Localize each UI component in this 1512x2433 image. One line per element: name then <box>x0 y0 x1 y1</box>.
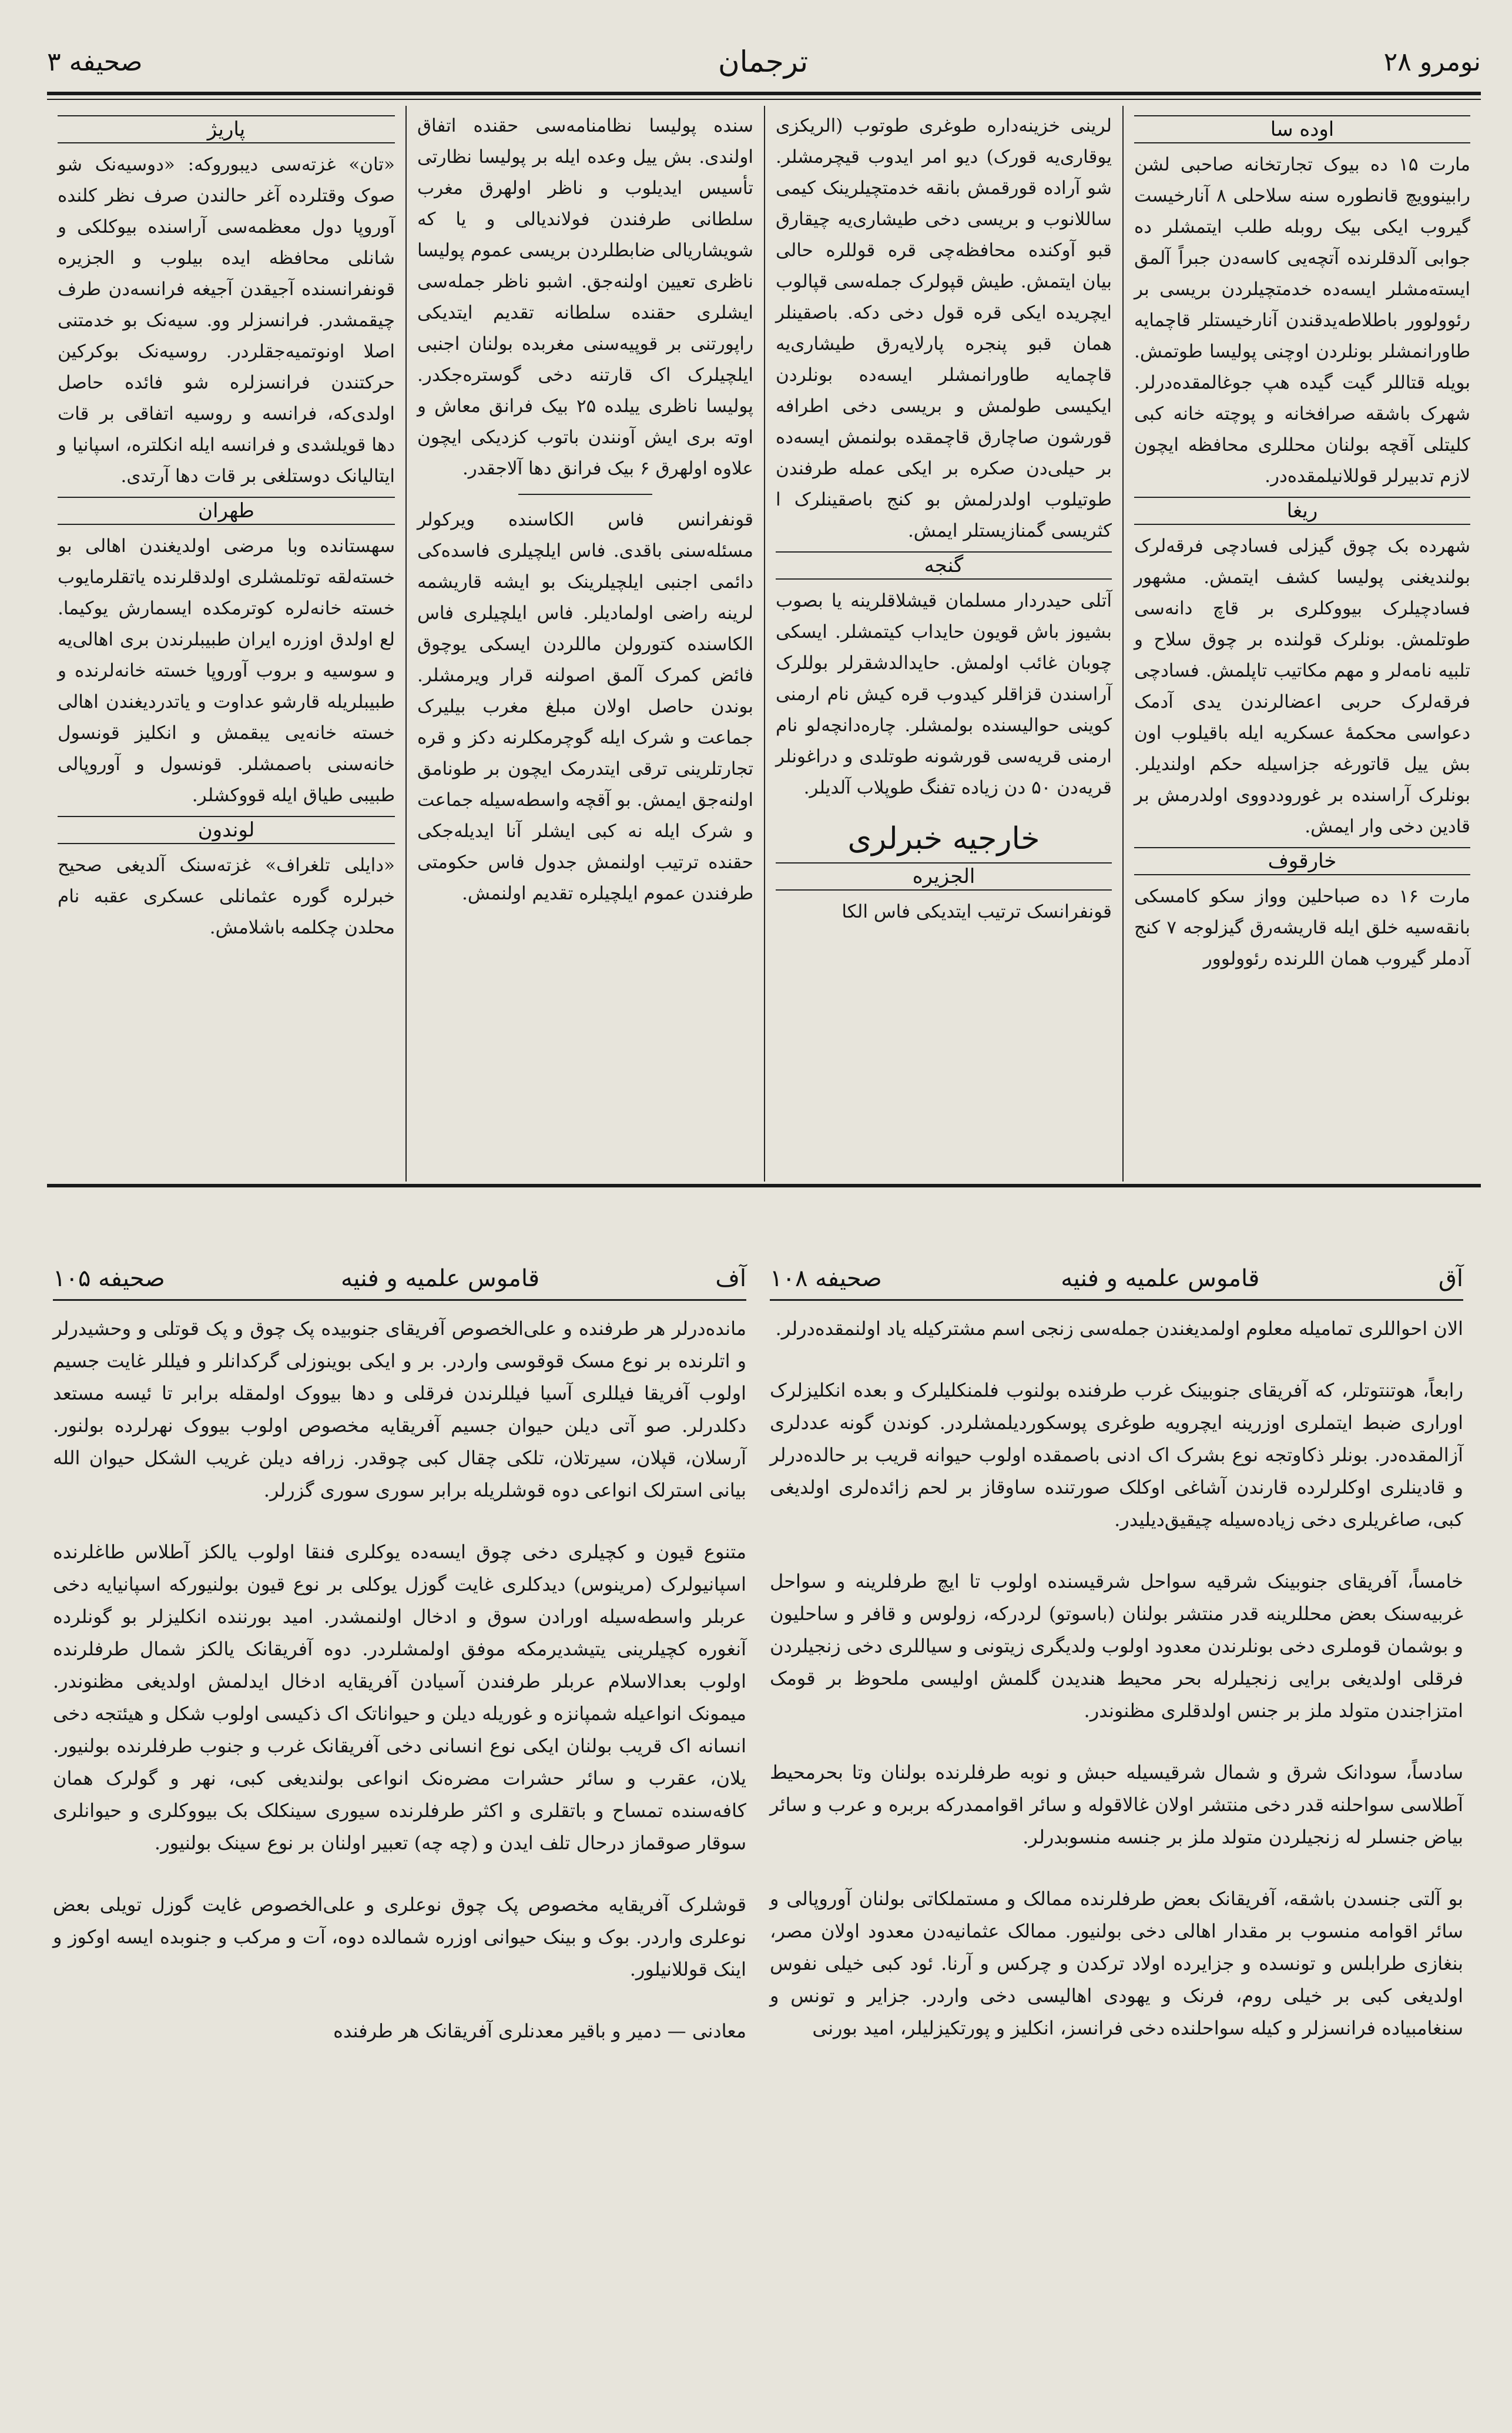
masthead-rule-thin <box>47 99 1481 100</box>
section <box>776 551 1112 804</box>
dictionary-body <box>770 1301 1463 2044</box>
headword: آف <box>715 1265 746 1292</box>
paragraph: متنوع قیون و کچیلری دخی چوق ایسه‌ده یوکلری فنقا اولوب یالکز آطلاس طاغلرنده اسپانیولرک (مرینوس) دیدکلری غایت گوزل یوکلی بر نوع قیون بولنیورکه اسپانیایه دخی عربلر واسطه‌سیله اورادن سوق و ادخال اولنمشدر. امید بورننده انکلیزلر بو گونلرده آنغوره کچیلرینی یتیشدیرمکه موفق اولمشلردر. دوه آفریقانک یالکز شمال طرفلرنده اولوب بعدالاسلام عربلر طرفندن آسیادن آفریقایه ادخال ایدلمش اولدیغی مظنوندر. میمونک انواعیله شمپانزه و غوریله دیلن و حیواناتک اک ذکیسی اولوب شکل و هیئتجه دخی انسانه اک قریب بولنان ایکی نوع انسانی دخی آفریقانک غرب و جنوب طرفلرنده بولنیور. یلان، عقرب و سائر حشرات مضره‌نک انواعی بولندیغی کبی، نهر و گولرک همان کافه‌سنده تمساح و باتقلری و اکثر طرفلرنده سیوری سینکلک بک بیووکلری و حیوانلری سوقار صوقماز درحال تلف ایدن و (چه چه) تعبیر اولنان بر نوع سینک بولنیور. <box>53 1541 747 1854</box>
section <box>1134 115 1470 492</box>
section <box>417 111 753 484</box>
paragraph: سادساً، سودانک شرق و شمال شرقیسیله حبش و نوبه طرفلرنده بولنان وتا بحرمحیط آطلاسی سواحلنه قدر دخی منتشر اولان غالاقوله و سائر اقواممدرکه بربره و عرب و سائر بیاض جنسلر له زنجیلردن متولد ملز بر جنسه منسوبدرلر. <box>770 1761 1463 1848</box>
dictionary-body <box>53 1301 746 2047</box>
page-number: صحیفه ۳ <box>47 46 143 77</box>
paragraph: الان احواللری تمامیله معلوم اولمدیغندن جمله‌سی زنجی اسم مشترکیله یاد اولنمقده‌درلر. <box>775 1317 1463 1340</box>
section <box>776 820 1112 858</box>
issue-number: نومرو ۲۸ <box>1383 46 1481 77</box>
column-4 <box>47 106 405 1182</box>
paragraph: بو آلتی جنسدن باشقه، آفریقانک بعض طرفلرنده ممالک و مستملکاتی بولنان آوروپالی و سائر اقوامه منسوب بر مقدار اهالی دخی بولنیور. ممالک عثمانیه‌دن معدود اولان مصر، بنغازی طرابلس و تونسده و جزایرده اولاد ترکدن و چرکس و آرنا. ئود کبی خیلی نفوس اولدیغی کبی بر خیلی روم، فرنک و یهودی اهالیسی دخی واردر. جزایر و تونس و سنغامبیاده فرانسزلر و کیله سواحلنده دخی فرانسز، انکلیز و پورتکیزلیلر، امید بورنی <box>770 1888 1464 2039</box>
section-title: اوده سا <box>1134 115 1470 143</box>
section <box>1134 497 1470 842</box>
section-title: خارقوف <box>1134 847 1470 875</box>
paragraph: خامساً، آفریقای جنوبینک شرقیه سواحل شرقیسنده اولوب تا ایچ طرفلرینه و سواحل غربیه‌سنک بعض محللرینه قدر منتشر بولنان (باسوتو) لردرکه، زولوس و قافر و ساحلیون و بوشمان قوملری دخی بونلرندن معدود اولوب ولدیگری زیتونی و سیاللری دخی زنجیلردن فرقلی اولدیغی برایی زنجیلرله بحر محیط هندیدن گلمش اولیسی ملحوظ بر قومک امتزاجندن متولد ملز بر جنس اولدقلری مظنوندر. <box>770 1570 1463 1722</box>
section-title: لوندون <box>58 816 395 844</box>
section-divider <box>518 494 653 495</box>
column-2 <box>764 106 1122 1182</box>
section-heading-large: خارجیه خبرلری <box>847 821 1040 856</box>
section-text: قونفرانس فاس الکاسنده ویرکولر مسئله‌سنی باقدی. فاس ایلچیلری فاسده‌کی دائمی اجنبی ایلچیلرینک بو ایشه قاریشمه لرینه راضی اولمادیلر. فاس ایلچیلری فاس الکاسنده کتورولن ماللردن ایسکی یوچوق فائض کمرک آلمق اصولنه قرار ویرمشلر. بوندن حاصل اولان مبلغ مغرب بیلیرک جماعت و شرک ایله گوچرمکلرنه دکز و قره تجارتلرینی ترقی ایتدرمک ایچون بر طونامق اولنه‌جق ایمش. بو آقچه واسطه‌سیله جماعت و شرک ایله نه کبی ایشلر آنا ایدیله‌جکی حقنده ترتیب اولنمش جدول فاس حکومتی طرفندن عموم ایلچیلره تقدیم اولنمش. <box>417 509 753 904</box>
section-text: سنده پولیسا نظامنامه‌سی حقنده اتفاق اولندی. بش ییل وعده ایله بر پولیسا نظارتی تأسیس ایدیلوب و ناظر اولهرق مغرب سلطانی طرفندن فولاندیالی و یا که شویشاریالی ضابطلردن بریسی عموم پولیسا ناظری تعیین اولنه‌جق. اشبو ناظر جمله‌سی ایشلری حقنده سلطانه تقدیم ایتدیکی راپورتنی بر قوپیه‌سنی مغربده بولنان اجنبی ایلچیلرک اک قارتنه دخی گوستره‌جکدر. پولیسا ناظری ییلده ۲۵ بیک فرانق معاش و اوته بری ایش آونندن باتوب کزدیکی ایچون علاوه اولهرق ۶ بیک فرانق دها آلاجقدر. <box>417 115 753 479</box>
column-3 <box>405 106 764 1182</box>
section-title: طهران <box>58 497 395 525</box>
paragraph: معادنی — دمیر و باقیر معدنلری آفریقانک هر طرفنده <box>333 2020 746 2042</box>
newspaper-masthead <box>47 35 1481 88</box>
section-text: قونفرانسک ترتیب ایتدیکی فاس الکا <box>842 901 1112 922</box>
section-text: لرینی خزینه‌داره طوغری طوتوب (الریکزی یوقاری‌یه قورک) دیو امر ایدوب قیچرمشلر. شو آراده قورقمش بانقه خدمتچیلرینک کیمی ساللانوب و بریسی دخی طیشاری‌یه چیقارق قبو آوکنده محافظه‌چی قره قوللره حالی بیان ایتمش. طیش قپولرک جمله‌سی قپالوب ایچریده ایکی قره قول دخی دکه. باصقینلر همان قبو پنجره پارلایه‌رق طیشاری‌یه قاچمایه طاورانمشلر ایسه‌ده بونلردن ایکیسی طولمش و بریسی دخی اطرافه قورشون صاچارق قاچمقده بولنمش ایسه‌ده بر حیلی‌دن صکره بر ایکی عمله طرفندن طوتیلوب اولدرلمش بو کنج باصقینلرک ا کثریسی گمنازیستلر ایمش. <box>776 115 1112 541</box>
newspaper-columns <box>47 106 1481 1182</box>
newspaper-title: ترجمان <box>718 45 809 79</box>
section-text: آتلی حیدردار مسلمان قیشلاقلرینه یا بصوب بشیوز باش قویون حایداب کیتمشلر. ایسکی چوبان غائب اولمش. حایدالدشقرلر بوللرک آراسندن قزاقلر کیدوب قره کیش نام ارمنی کوینی حوالیسنده بولمشلر. چاره‌دانچه‌لو نام ارمنی قریه‌سی قورشونه طوتلدی و دراغونلر قریه‌دن ۵۰ دن زیاده تفنگ طوپلاب آلدیلر. <box>776 590 1112 798</box>
dictionary-header <box>770 1258 1463 1301</box>
paragraph: مانده‌درلر هر طرفنده و علی‌الخصوص آفریقای جنوبیده پک چوق و پک قوتلی و وحشیدرلر و اتلرنده بر نوع مسک قوقوسی واردر. بر و ایکی بوینوزلی گرکدانلر و فیللر غایت جسیم اولوب آفریقا فیللری آسیا فیللرندن فرقلی و دها بیووک اولمقله برابر تا ئیسه مستعد دکلدرلر. صو آتی دیلن حیوان جسیم آفریقایه مخصوص اولوب بیووک نهرلرده بولنور. آرسلان، قپلان، سیرتلان، تلکی چقال کبی چوقدر. زرافه دیلن غریب الشکل حیوان الله بیانی استرلک انواعی دوه قوشلریله برابر سوری سوری گزرلر. <box>53 1317 747 1501</box>
paragraph: قوشلرک آفریقایه مخصوص پک چوق نوعلری و علی‌الخصوص غایت گوزل تویلی بعض نوعلری واردر. بوک و بینک حیوانی اوزره شمالده دوه، آت و مرکب و جنوبده ایسه اوکوز و اینک قوللانیلور. <box>53 1893 746 1980</box>
section <box>776 862 1112 928</box>
dictionary-page-right <box>770 1258 1463 2410</box>
dictionary-title: قاموس علمیه و فنیه <box>1061 1265 1260 1292</box>
dictionary-header <box>53 1258 746 1301</box>
section <box>1134 847 1470 975</box>
dictionary-title: قاموس علمیه و فنیه <box>340 1265 540 1292</box>
headword: آق <box>1438 1265 1463 1292</box>
newspaper-page <box>47 35 1481 1187</box>
section <box>58 816 395 943</box>
paragraph: رابعاً، هوتنتوتلر، که آفریقای جنوبینک غرب طرفنده بولنوب فلمنکلیلرک و بعده انکلیزلرک اوراری ضبط ایتملری اوزرینه ایچرویه طوغری پوسکوردیلمشلردر. کوندن گونه عددلری آزالمقده‌در. بونلر ذکاوتجه نوع بشرک اک ادنی باصمقده اولوب حیوانه قریب بر حالده‌درلر و قادینلری اوکلرلرده قارندن آشاغی اوکلک صورتنده ساوقاز بر لحم زائده‌لری اولدیغی کبی، صاغریلری دخی زیاده‌سیله چیقیق‌دیلیدر. <box>770 1379 1463 1531</box>
section-text: «دایلی تلغراف» غزته‌سنک آلدیغی صحیح خبرلره گوره عثمانلی عسکری عقبه نام محلدن چکلمه باشلامش. <box>58 855 395 938</box>
page-number: صحیفه ۱۰۵ <box>53 1265 165 1292</box>
section-title: الجزیره <box>776 862 1112 891</box>
section <box>417 504 753 909</box>
section <box>58 115 395 492</box>
bottom-rule <box>47 1184 1481 1187</box>
section-title: ریغا <box>1134 497 1470 525</box>
section-text: مارت ۱۶ ده صباحلین وواز سکو کامسکی بانقه‌سیه خلق ایله قاریشه‌رق گیزلوجه ۷ کنج آدملر گیروب همان اللرنده رئوولوور <box>1134 886 1471 969</box>
dictionary-page-left <box>53 1258 746 2410</box>
masthead-rule <box>47 92 1481 95</box>
section <box>58 497 395 811</box>
section-title: گنجه <box>776 551 1112 580</box>
dictionary-spread <box>35 1258 1487 2410</box>
column-1 <box>1122 106 1481 1182</box>
section-title: پاریژ <box>58 115 395 143</box>
section-text: سهستانده وبا مرضی اولدیغندن اهالی بو خسته‌لقه توتلمشلری اولدقلرنده یاتقلرمایوب خسته خانه‌لره کوترمکده ایسمارش یوکیما. لع اولدق اوزره ایران طبیبلرندن بری اهالی‌یه و سوسیه و بروب آوروپا خسته خانه‌لرنده و طبیبلریله قارشو عداوت و یاتدردیغندن اهالی خسته خانه‌یی یبقمش و انکلیز قونسول خانه‌سنی باصمشلر. قونسول و آوروپالی طبیبی طیاق ایله قووکشلر. <box>58 536 395 806</box>
page-number: صحیفه ۱۰۸ <box>770 1265 882 1292</box>
section <box>776 111 1112 547</box>
section-text: مارت ۱۵ ده بیوک تجارتخانه صاحبی لشن رابینوویچ قانطوره سنه سلاحلی ۸ آنارخیست گیروب ایکی بیک روبله طلب ایتمشلر ده جوابی آلدقلرنده آتچه‌یی کاسه‌دن جبراً آلمق ایسته‌مشلر ایسه‌ده خدمتچیلردن بریسی بر رئوولوور باطلاطه‌یدقندن آنارخیستلر قاچمایه طاورانمشلر بونلردن اوچنی پولیسا طوتمش. بویله قتاللر گیت گیده هپ جوغالمقده‌درلر. شهرک باشقه صرافخانه و پوچته خانه کبی کلیتلی آقچه بولنان محللری محافظه ایچون لازم تدبیرلر قوللانیلمقده‌در. <box>1134 154 1471 487</box>
section-text: شهرده بک چوق گیزلی فسادچی فرقه‌لرک بولندیغنی پولیسا کشف ایتمش. مشهور فسادچیلرک بیووکلری بر قاچ دانه‌سی طوتلمش. بونلرک قولنده بر چوق سلاح و تلبیه نامه‌لر و مهم مکاتیب تاپلمش. فسادچی فرقه‌لرک حربی اعضالرندن یدی آدمک دعواسی محکمهٔ عسکریه ایله باقیلوب اون بش ییل قاتورغه جزاسیله حکم اولندیلر. بونلرک آراسنده بر غوروددووی اولدرمش بر قادین دخی وار ایمش. <box>1134 536 1470 837</box>
section-text: «تان» غزته‌سی دیبوروکه: «دوسیه‌نک شو صوک وقتلرده آغر حالندن صرف نظر کلنده آوروپا دول معظمه‌سی آراسنده بیوکلکی و شانلی محافظه ایده بیلوب و الجزیره قونفرانسنده آجیقدن آجیغه فرانسه‌دن طرف چیقمشدر. فرانسزلر وو. سیه‌نک بو خدمتنی اصلا اونوتمیه‌جقلردر. روسیه‌نک بوکرکین حرکتندن فرانسزلره شو فائده حاصل اولدی‌که، فرانسه و روسیه اتفاقی بر قات دها قویلشدی و فرانسه ایله انکلتره، اسپانیا و ایتالیانک دوستلغی بر قات دها آرتدی. <box>58 154 395 487</box>
